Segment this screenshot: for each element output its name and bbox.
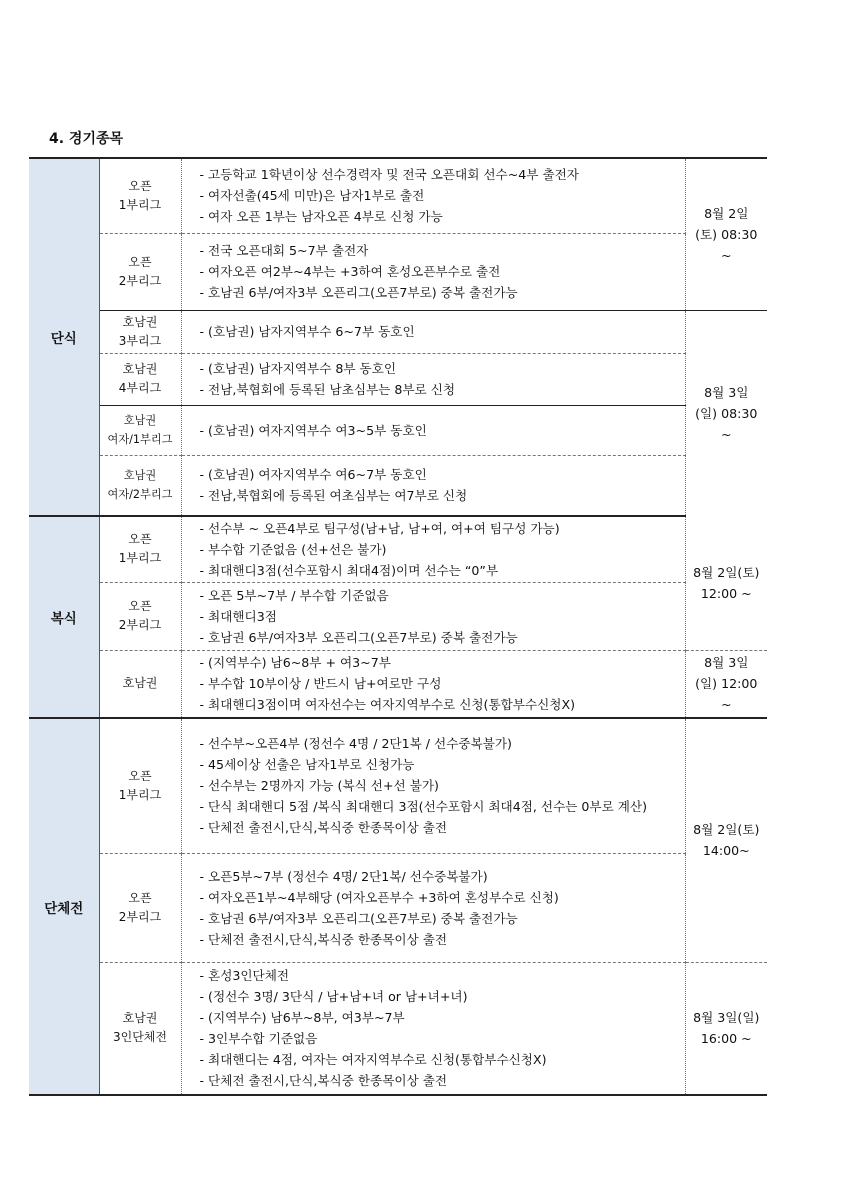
category-doubles: 복식: [29, 516, 99, 718]
schedule-cell: 8월 3일 (일) 12:00 ~: [685, 650, 767, 718]
division-rules: - 선수부~오픈4부 (정선수 4명 / 2단1복 / 선수중복불가) - 45세이상 선출은 남자1부로 신청가능 - 선수부는 2명까지 가능 (복식 선+선 불가) - 단식 최대핸디 5점 /복식 최대핸디 3점(선수포함시 최대4점, 선수는 0부로 계산) - 단체전 출전시,단식,복식중 한종목이상 출전: [181, 718, 685, 853]
category-team: 단체전: [29, 718, 99, 1095]
event-table: [29, 157, 767, 1096]
division-name: 오픈 2부리그: [99, 582, 181, 650]
schedule-cell: 8월 3일(일) 16:00 ~: [685, 962, 767, 1095]
division-rules: - 전국 오픈대회 5~7부 출전자 - 여자오픈 여2부~4부는 +3하여 혼성오픈부수로 출전 - 호남권 6부/여자3부 오픈리그(오픈7부로) 중복 출전가능: [181, 233, 685, 310]
division-name: 호남권 3부리그: [99, 310, 181, 353]
division-rules: - (호남권) 여자지역부수 여3~5부 동호인: [181, 405, 685, 455]
division-rules: - (지역부수) 남6~8부 + 여3~7부 - 부수합 10부이상 / 반드시 남+여로만 구성 - 최대핸디3점이며 여자선수는 여자지역부수로 신청(통합부수신청X): [181, 650, 685, 718]
division-name: 오픈 1부리그: [99, 158, 181, 233]
schedule-cell: 8월 3일 (일) 08:30 ~: [685, 310, 767, 516]
division-name: 호남권 3인단체전: [99, 962, 181, 1095]
division-rules: - (호남권) 남자지역부수 8부 동호인 - 전남,북협회에 등록된 남초심부는 8부로 신청: [181, 353, 685, 405]
schedule-cell: 8월 2일 (토) 08:30 ~: [685, 158, 767, 310]
division-name: 호남권 여자/1부리그: [99, 405, 181, 455]
division-rules: - (호남권) 여자지역부수 여6~7부 동호인 - 전남,북협회에 등록된 여초심부는 여7부로 신청: [181, 455, 685, 516]
division-rules: - 선수부 ~ 오픈4부로 팀구성(남+남, 남+여, 여+여 팀구성 가능) - 부수합 기준없음 (선+선은 불가) - 최대핸디3점(선수포함시 최대4점)이며 선수는 “0”부: [181, 516, 685, 582]
schedule-cell: 8월 2일(토) 14:00~: [693, 822, 760, 859]
division-name: 호남권 4부리그: [99, 353, 181, 405]
division-rules: - 혼성3인단체전 - (정선수 3명/ 3단식 / 남+남+녀 or 남+녀+녀) - (지역부수) 남6부~8부, 여3부~7부 - 3인부수합 기준없음 - 최대핸디는 4점, 여자는 여자지역부수로 신청(통합부수신청X) - 단체전 출전시,단식,복식중 한종목이상 출전: [181, 962, 685, 1095]
category-singles: 단식: [29, 158, 99, 516]
division-rules: - 오픈 5부~7부 / 부수합 기준없음 - 최대핸디3점 - 호남권 6부/여자3부 오픈리그(오픈7부로) 중복 출전가능: [181, 582, 685, 650]
division-name: 오픈 2부리그: [99, 233, 181, 310]
division-name: 오픈 1부리그: [99, 516, 181, 582]
division-name: 호남권: [99, 650, 181, 718]
division-rules: - (호남권) 남자지역부수 6~7부 동호인: [181, 310, 685, 353]
division-rules: - 고등학교 1학년이상 선수경력자 및 전국 오픈대회 선수~4부 출전자 - 여자선출(45세 미만)은 남자1부로 출전 - 여자 오픈 1부는 남자오픈 4부로 신청 가능: [181, 158, 685, 233]
division-name: 호남권 여자/2부리그: [99, 455, 181, 516]
division-name: 오픈 1부리그: [99, 718, 181, 853]
schedule-cell: 8월 2일(토) 12:00 ~: [693, 564, 760, 601]
section-heading: 4. 경기종목: [49, 131, 124, 147]
division-rules: - 오픈5부~7부 (정선수 4명/ 2단1복/ 선수중복불가) - 여자오픈1부~4부해당 (여자오픈부수 +3하여 혼성부수로 신청) - 호남권 6부/여자3부 오픈리그(오픈7부로) 중복 출전가능 - 단체전 출전시,단식,복식중 한종목이상 출전: [181, 853, 685, 962]
division-name: 오픈 2부리그: [99, 853, 181, 962]
